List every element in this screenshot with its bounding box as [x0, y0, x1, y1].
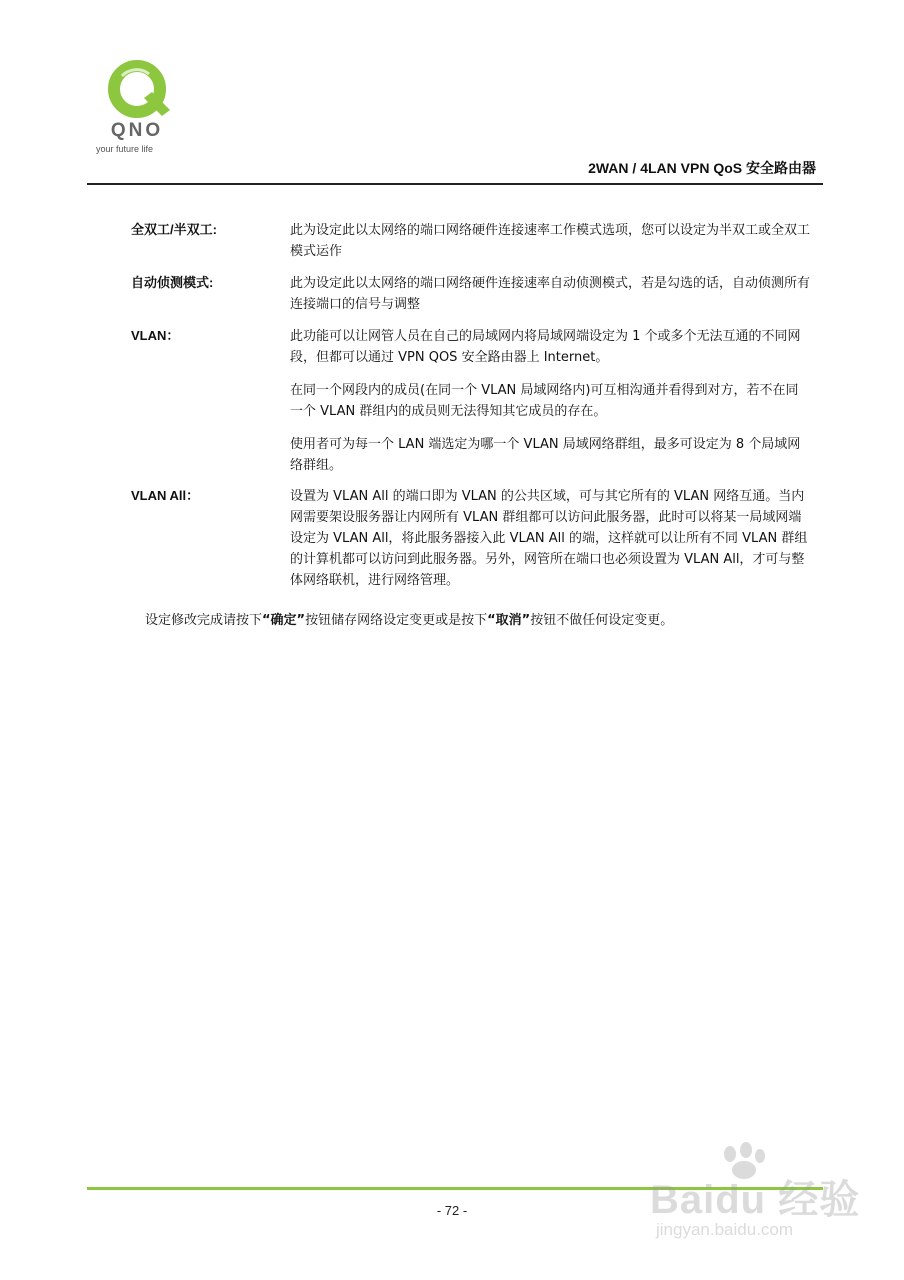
baidu-watermark	[640, 1140, 890, 1250]
summary-text: 按钮不做任何设定变更。	[530, 613, 674, 628]
summary-text: 设定修改完成请按下	[145, 613, 263, 628]
definition-term: 自动侦测模式:	[131, 275, 214, 290]
summary-note	[145, 611, 825, 631]
confirm-button-reference: “确定”	[262, 613, 306, 628]
definition-term: 全双工/半双工:	[131, 222, 217, 237]
cancel-button-reference: “取消”	[487, 613, 531, 628]
document-header-title: 2WAN / 4LAN VPN QoS 安全路由器	[588, 160, 816, 176]
definition-term: VLAN All：	[131, 488, 200, 503]
definition-paragraph: 设置为 VLAN All 的端口即为 VLAN 的公共区域，可与其它所有的 VLAN 网络互通。当内网需要架设服务器让内网所有 VLAN 群组都可以访问此服务器，此时可以将某一局域网端设定为 VLAN All，将此服务器接入此 VLAN All 的端，这样就可以让所有不同 VLAN 群组的计算机都可以访问到此服务器。另外，网管所在端口也必须设置为 VLAN All，才可与整体网络联机，进行网络管理。	[290, 489, 808, 588]
logo-tagline: your future life	[96, 144, 154, 154]
definition-body	[290, 220, 810, 274]
definition-body	[290, 486, 810, 603]
definition-term: VLAN：	[131, 328, 180, 343]
qno-logo-mark	[94, 60, 180, 122]
logo-wordmark: QNO	[110, 120, 164, 141]
definition-paragraph: 此为设定此以太网络的端口网络硬件连接速率工作模式选项，您可以设定为半双工或全双工模式运作	[290, 223, 811, 259]
summary-text: 按钮储存网络设定变更或是按下	[305, 613, 488, 628]
definition-body	[290, 273, 810, 327]
watermark-url: jingyan.baidu.com	[656, 1220, 794, 1239]
page-number: - 72 -	[436, 1203, 468, 1218]
definition-paragraph: 在同一个网段内的成员(在同一个 VLAN 局域网络内)可互相沟通并看得到对方，若不在同一个 VLAN 群组内的成员则无法得知其它成员的存在。	[290, 383, 799, 419]
definition-paragraph: 使用者可为每一个 LAN 端选定为哪一个 VLAN 局域网络群组，最多可设定为 8 个局域网络群组。	[290, 437, 801, 473]
definition-paragraph: 此为设定此以太网络的端口网络硬件连接速率自动侦测模式，若是勾选的话，自动侦测所有连接端口的信号与调整	[290, 276, 811, 312]
watermark-text: Baidu 经验	[650, 1178, 861, 1222]
header-divider	[87, 183, 823, 185]
definition-body	[290, 326, 810, 488]
qno-logo	[94, 60, 180, 160]
definition-paragraph: 此功能可以让网管人员在自己的局域网内将局域网端设定为 1 个或多个无法互通的不同网段，但都可以通过 VPN QOS 安全路由器上 Internet。	[290, 329, 801, 365]
